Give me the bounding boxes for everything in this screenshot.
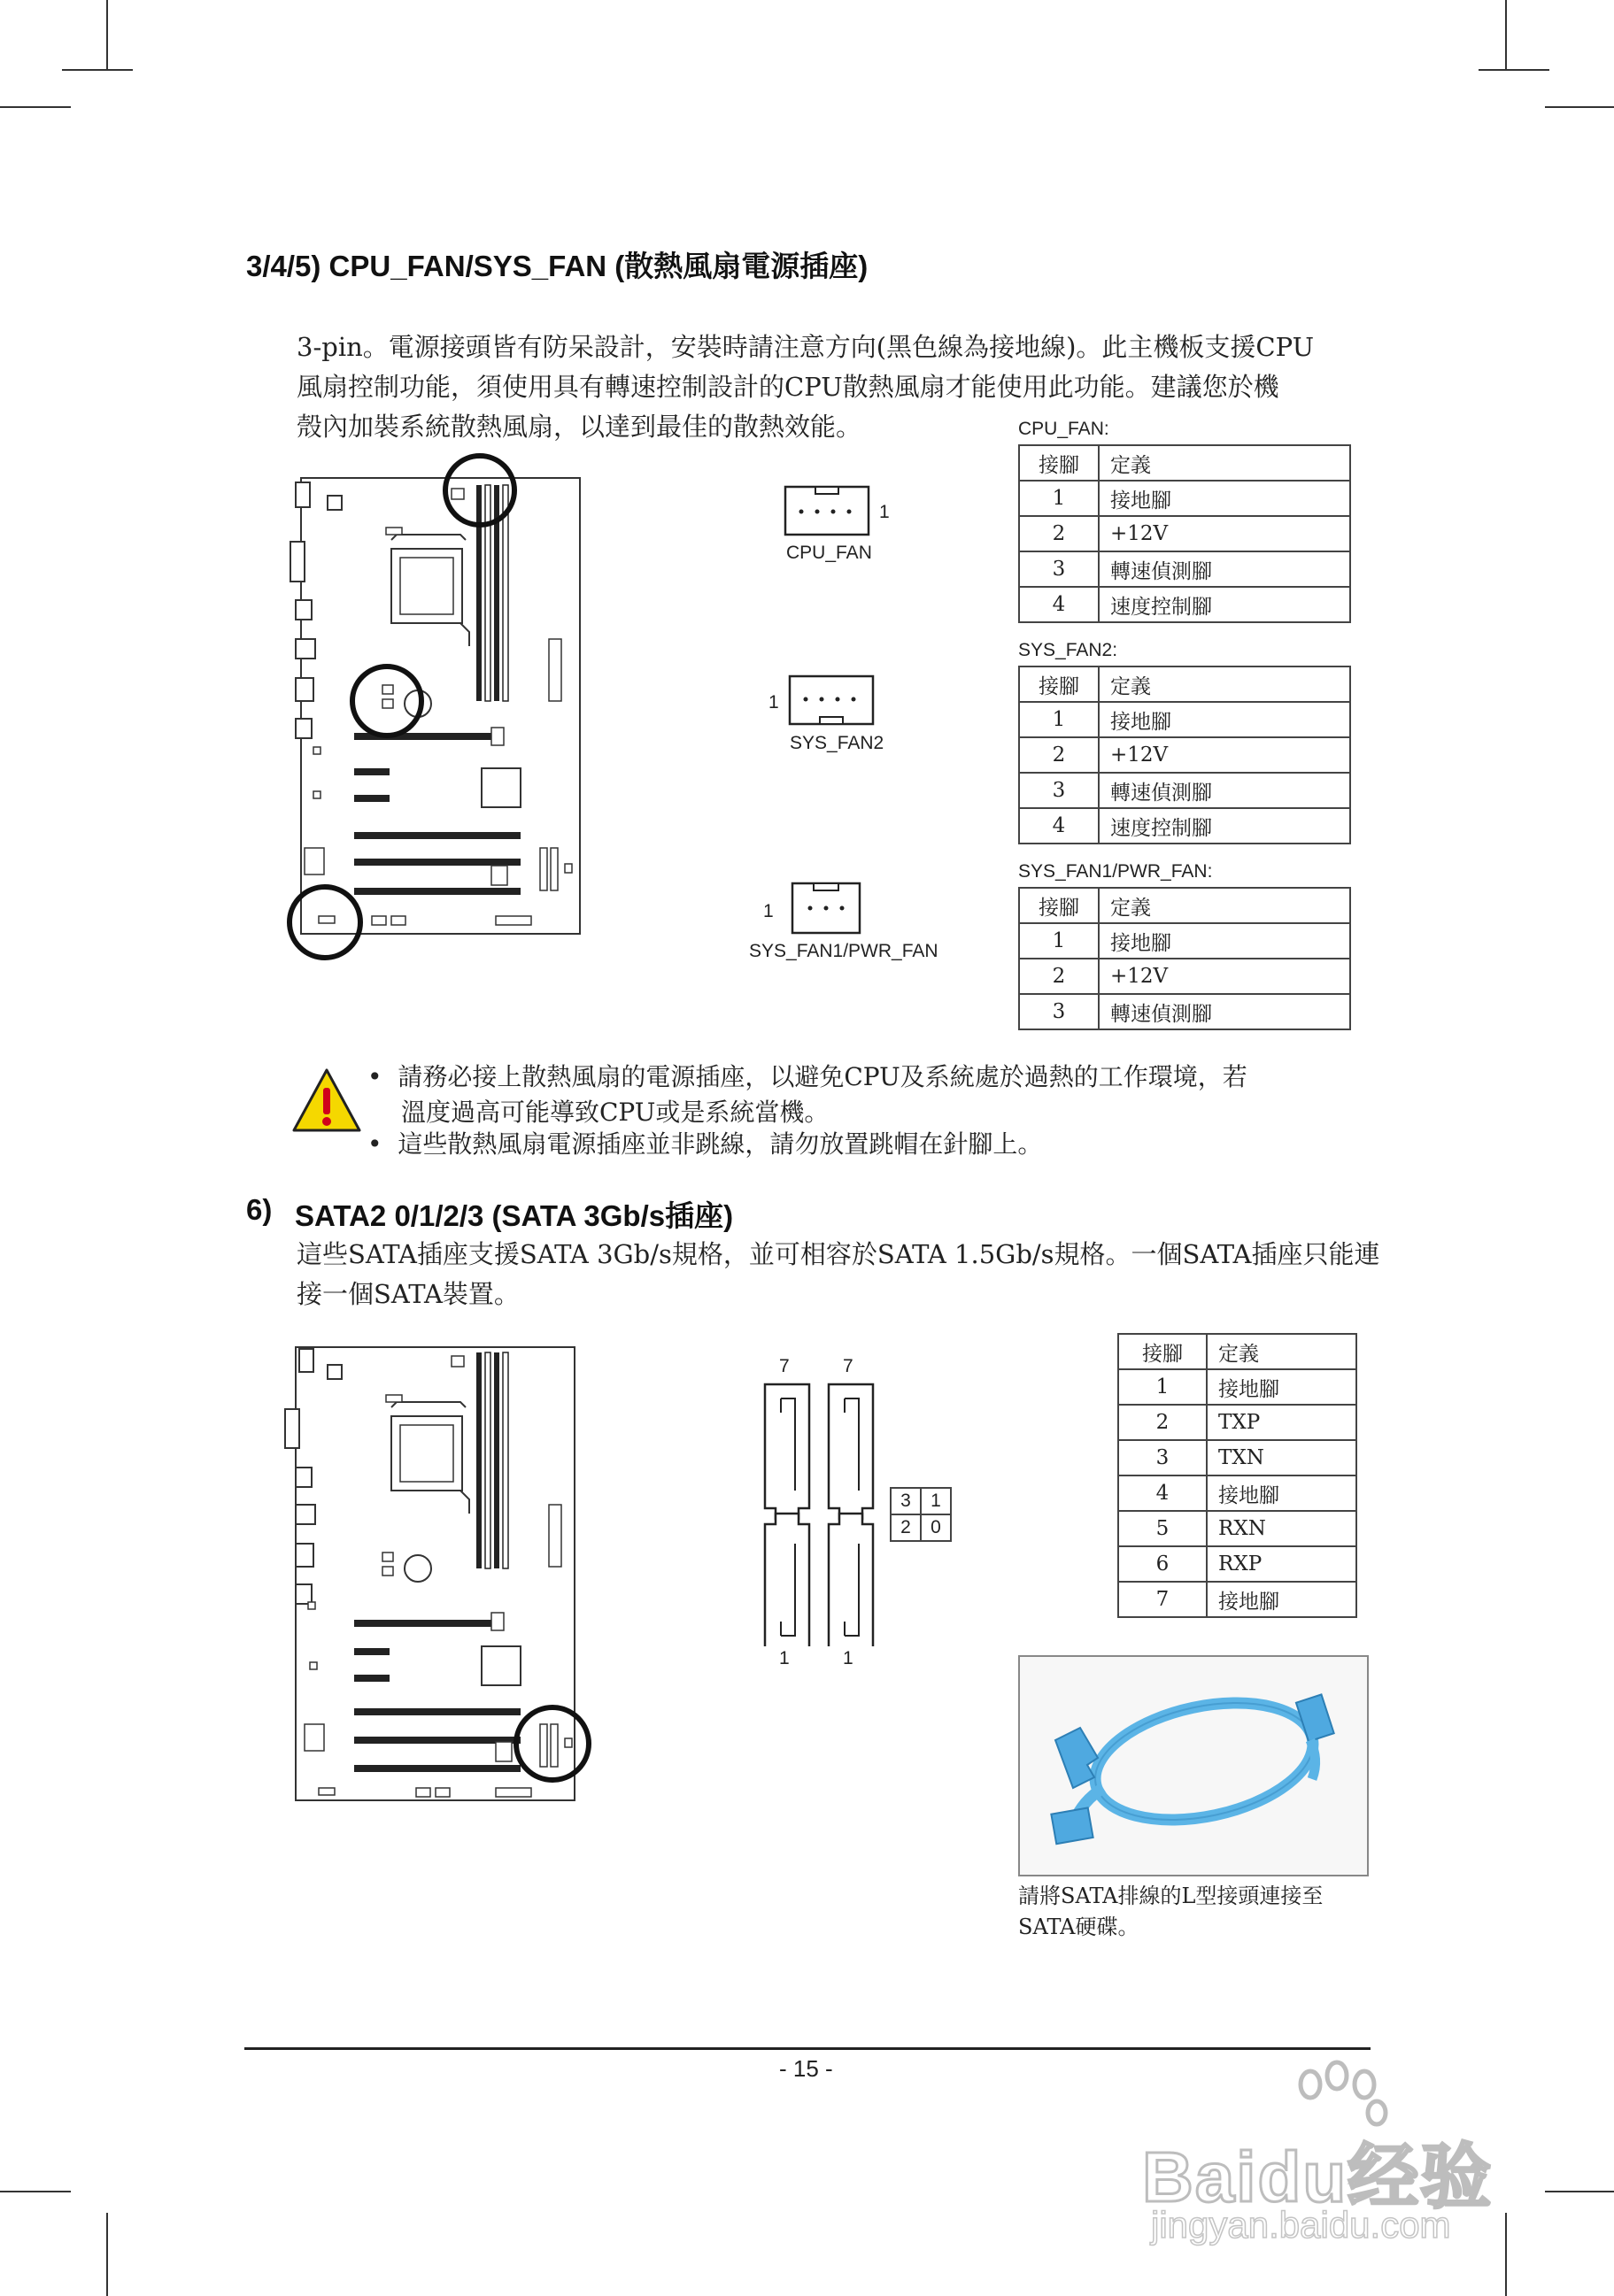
table-row — [1118, 1475, 1356, 1511]
sata-cable-photo — [1018, 1655, 1369, 1876]
table-cell: 7 — [1118, 1582, 1207, 1617]
table-row — [1019, 702, 1350, 737]
crop-mark — [1505, 2213, 1507, 2296]
cpu-fan-table-title: CPU_FAN: — [1018, 419, 1109, 439]
table-cell: 5 — [1118, 1511, 1207, 1546]
table-header-cell: 定義 — [1099, 888, 1350, 923]
table-cell: 接地腳 — [1099, 923, 1350, 959]
table-cell: 3 — [1118, 1440, 1207, 1475]
fan-description-line — [297, 288, 1314, 327]
table-row — [1019, 587, 1350, 622]
motherboard-diagram-fan — [283, 443, 602, 965]
table-cell: 2 — [1019, 516, 1099, 551]
watermark-brand: Baidu经验 — [1142, 2138, 1494, 2216]
table-row — [1118, 1440, 1356, 1475]
table-cell: 速度控制腳 — [1099, 808, 1350, 844]
table-cell: 接地腳 — [1207, 1475, 1356, 1511]
port-number: 0 — [921, 1514, 951, 1541]
section-heading-sata: SATA2 0/1/2/3 (SATA 3Gb/s插座) — [295, 1199, 734, 1232]
table-cell: 接地腳 — [1207, 1582, 1356, 1617]
page-number: - 15 - — [779, 2055, 833, 2082]
table-cell: 1 — [1019, 481, 1099, 516]
table-cell: 1 — [1118, 1369, 1207, 1405]
table-cell: 2 — [1019, 959, 1099, 994]
crop-mark — [106, 2213, 108, 2296]
crop-mark — [1545, 2191, 1614, 2192]
crop-mark — [62, 69, 133, 71]
table-cell: TXN — [1207, 1440, 1356, 1475]
table-header-row — [1019, 445, 1350, 481]
sys-fan2-connector — [788, 674, 877, 728]
port-number: 1 — [921, 1488, 951, 1514]
table-row — [1118, 1546, 1356, 1582]
table-row — [1118, 1511, 1356, 1546]
table-cell: 3 — [1019, 994, 1099, 1029]
table-cell: 6 — [1118, 1546, 1207, 1582]
table-cell: 2 — [1019, 737, 1099, 773]
table-cell: +12V — [1099, 516, 1350, 551]
table-row — [1118, 1405, 1356, 1440]
motherboard-diagram-sata — [283, 1328, 602, 1823]
section-heading-fan: 3/4/5) CPU_FAN/SYS_FAN (散熱風扇電源插座) — [246, 250, 869, 282]
table-cell: +12V — [1099, 737, 1350, 773]
sys-fan1-connector — [791, 882, 863, 936]
table-header-cell: 定義 — [1099, 445, 1350, 481]
table-header-row — [1019, 888, 1350, 923]
table-header-cell: 接腳 — [1019, 445, 1099, 481]
table-header-cell: 接腳 — [1019, 888, 1099, 923]
table-cell: 1 — [1019, 702, 1099, 737]
warning-bullet-1: • 請務必接上散熱風扇的電源插座，以避免CPU及系統處於過熱的工作環境，若 — [367, 1062, 1247, 1091]
table-cell: TXP — [1207, 1405, 1356, 1440]
table-row — [1118, 1369, 1356, 1405]
crop-mark — [1545, 106, 1614, 108]
crop-mark — [0, 106, 71, 108]
table-header-cell: 接腳 — [1118, 1334, 1207, 1369]
table-row — [1019, 808, 1350, 844]
table-row — [1019, 551, 1350, 587]
sata-connectors — [761, 1381, 894, 1646]
sata-description-line: 接一個SATA裝置。 — [297, 1279, 520, 1309]
sata-pin-table — [1117, 1333, 1357, 1618]
section-number-sata: 6) — [246, 1193, 273, 1226]
warning-text: 這些散熱風扇電源插座並非跳線，請勿放置跳帽在針腳上。 — [398, 1129, 1043, 1159]
table-cell: 1 — [1019, 923, 1099, 959]
fan-description — [297, 288, 1314, 447]
warning-icon — [290, 1067, 363, 1134]
table-cell: 4 — [1019, 808, 1099, 844]
table-cell: 接地腳 — [1099, 481, 1350, 516]
table-cell: 速度控制腳 — [1099, 587, 1350, 622]
table-cell: 轉速偵測腳 — [1099, 773, 1350, 808]
sata-label-top-left: 7 — [779, 1356, 790, 1376]
crop-mark — [106, 0, 108, 71]
table-cell: 2 — [1118, 1405, 1207, 1440]
caption-line: 請將SATA排線的L型接頭連接至 — [1018, 1884, 1324, 1908]
sys-fan1-label: SYS_FAN1/PWR_FAN — [749, 941, 938, 961]
cpu-fan-label: CPU_FAN — [786, 543, 872, 563]
table-cell: 轉速偵測腳 — [1099, 551, 1350, 587]
table-cell: 3 — [1019, 551, 1099, 587]
table-cell: 轉速偵測腳 — [1099, 994, 1350, 1029]
warning-bullet-2: • 這些散熱風扇電源插座並非跳線，請勿放置跳帽在針腳上。 — [367, 1129, 1043, 1159]
sys-fan2-pin1-label: 1 — [768, 692, 779, 713]
watermark-url: jingyan.baidu.com — [1151, 2204, 1451, 2246]
table-cell: 接地腳 — [1207, 1369, 1356, 1405]
table-row — [1019, 516, 1350, 551]
sata-port-grid — [890, 1487, 952, 1542]
table-row — [1118, 1582, 1356, 1617]
table-row — [1019, 773, 1350, 808]
table-cell: 3 — [1019, 773, 1099, 808]
table-cell: 接地腳 — [1099, 702, 1350, 737]
footer-rule — [244, 2047, 1371, 2050]
fan-description-line: 風扇控制功能，須使用具有轉速控制設計的CPU散熱風扇才能使用此功能。建議您於機 — [297, 372, 1279, 402]
sata-label-bottom-left: 1 — [779, 1648, 790, 1668]
table-header-row — [1118, 1334, 1356, 1369]
table-row — [1019, 994, 1350, 1029]
cpu-fan-pin1-label: 1 — [879, 502, 890, 522]
port-number: 2 — [891, 1514, 921, 1541]
table-cell: RXN — [1207, 1511, 1356, 1546]
table-cell: 4 — [1019, 587, 1099, 622]
sata-description — [297, 1235, 1379, 1314]
table-row — [891, 1488, 951, 1514]
table-cell: +12V — [1099, 959, 1350, 994]
sata-description-line: 這些SATA插座支援SATA 3Gb/s規格，並可相容於SATA 1.5Gb/s規格。一個SATA插座只能連 — [297, 1239, 1380, 1269]
sata-label-bottom-right: 1 — [843, 1648, 853, 1668]
table-row — [1019, 923, 1350, 959]
sys-fan2-table-title: SYS_FAN2: — [1018, 640, 1118, 660]
warning-text: 請務必接上散熱風扇的電源插座，以避免CPU及系統處於過熱的工作環境，若 — [398, 1062, 1247, 1091]
cpu-fan-pin-table — [1018, 444, 1351, 623]
table-cell: RXP — [1207, 1546, 1356, 1582]
table-header-cell: 接腳 — [1019, 666, 1099, 702]
table-row — [1019, 737, 1350, 773]
sys-fan1-table-title: SYS_FAN1/PWR_FAN: — [1018, 861, 1213, 882]
warning-bullet-1-cont: 溫度過高可能導致CPU或是系統當機。 — [401, 1098, 830, 1127]
sys-fan1-pin-table — [1018, 887, 1351, 1030]
crop-mark — [0, 2191, 71, 2192]
crop-mark — [1479, 69, 1549, 71]
crop-mark — [1505, 0, 1507, 71]
fan-description-line: 殼內加裝系統散熱風扇，以達到最佳的散熱效能。 — [297, 412, 862, 442]
port-number: 3 — [891, 1488, 921, 1514]
table-row — [891, 1514, 951, 1541]
table-header-row — [1019, 666, 1350, 702]
sys-fan2-label: SYS_FAN2 — [790, 733, 884, 753]
table-header-cell: 定義 — [1207, 1334, 1356, 1369]
sata-label-top-right: 7 — [843, 1356, 853, 1376]
table-header-cell: 定義 — [1099, 666, 1350, 702]
fan-description-line: 3-pin。電源接頭皆有防呆設計，安裝時請注意方向(黑色線為接地線)。此主機板支援CPU — [297, 332, 1315, 362]
sys-fan1-pin1-label: 1 — [763, 901, 774, 921]
caption-line: SATA硬碟。 — [1018, 1915, 1139, 1939]
table-row — [1019, 959, 1350, 994]
table-row — [1019, 481, 1350, 516]
sys-fan2-pin-table — [1018, 666, 1351, 844]
cpu-fan-connector — [784, 485, 872, 538]
sata-cable-caption — [1018, 1881, 1323, 1943]
table-cell: 4 — [1118, 1475, 1207, 1511]
